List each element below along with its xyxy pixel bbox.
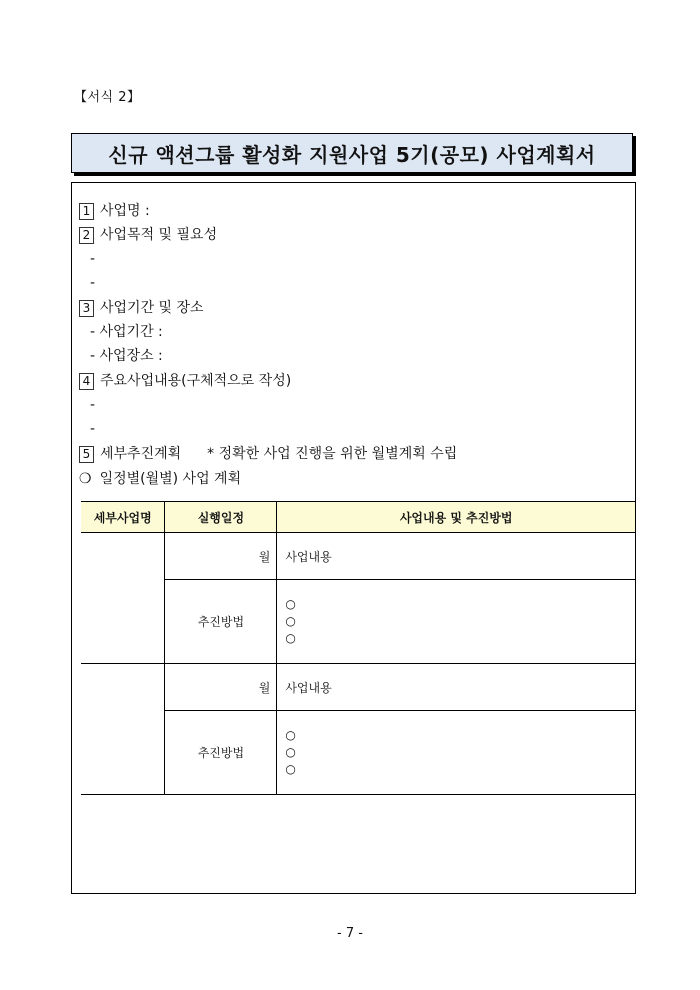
section-4-item: - <box>90 421 96 437</box>
circle-bullet-icon: ○ <box>285 597 296 611</box>
table-header-cell: 세부사업명 <box>81 502 165 533</box>
method-list-cell[interactable] <box>277 580 636 664</box>
table-header-cell: 사업내용 및 추진방법 <box>277 502 636 533</box>
section-number: 5 <box>79 446 94 463</box>
content-cell[interactable]: 사업내용 <box>277 533 636 580</box>
section-4-label: 주요사업내용(구체적으로 작성) <box>100 373 292 389</box>
section-1-label: 사업명 : <box>100 203 150 219</box>
table-row <box>81 580 636 664</box>
section-3 <box>79 299 204 317</box>
table-row <box>81 711 636 795</box>
form-tag: 【서식 2】 <box>74 90 141 105</box>
section-number: 3 <box>79 300 94 317</box>
schedule-heading <box>79 470 241 488</box>
section-3-label: 사업기간 및 장소 <box>100 300 204 316</box>
hollow-circle-bullet-icon: ❍ <box>79 471 92 487</box>
section-1 <box>79 202 150 220</box>
content-cell[interactable]: 사업내용 <box>277 664 636 711</box>
schedule-heading-label: 일정별(월별) 사업 계획 <box>99 471 242 487</box>
page-title: 신규 액션그룹 활성화 지원사업 5기(공모) 사업계획서 <box>108 142 596 167</box>
section-3-item: - 사업장소 : <box>90 348 163 364</box>
table-header-cell: 실행일정 <box>165 502 277 533</box>
detail-project-name-cell[interactable] <box>81 533 165 664</box>
method-label-cell: 추진방법 <box>165 580 277 664</box>
section-3-item: - 사업기간 : <box>90 324 163 340</box>
section-number: 1 <box>79 203 94 220</box>
method-label-cell: 추진방법 <box>165 711 277 795</box>
method-list-cell[interactable] <box>277 711 636 795</box>
section-5-note: * 정확한 사업 진행을 위한 월별계획 수립 <box>207 446 458 462</box>
section-5-label: 세부추진계획 <box>100 446 182 462</box>
detail-project-name-cell[interactable] <box>81 664 165 795</box>
circle-bullet-icon: ○ <box>285 728 296 742</box>
page-number: - 7 - <box>337 926 363 941</box>
circle-bullet-icon: ○ <box>285 614 296 628</box>
section-2-label: 사업목적 및 필요성 <box>100 227 218 243</box>
section-2-item: - <box>90 251 96 267</box>
section-number: 2 <box>79 227 94 244</box>
circle-bullet-icon: ○ <box>285 745 296 759</box>
month-cell[interactable]: 월 <box>165 664 277 711</box>
section-number: 4 <box>79 373 94 390</box>
plan-table <box>81 501 636 795</box>
title-box <box>71 133 633 173</box>
section-2-item: - <box>90 275 96 291</box>
table-header-row <box>81 502 636 533</box>
section-2 <box>79 226 217 244</box>
circle-bullet-icon: ○ <box>285 762 296 776</box>
section-4-item: - <box>90 397 96 413</box>
table-row <box>81 664 636 711</box>
month-cell[interactable]: 월 <box>165 533 277 580</box>
section-5 <box>79 445 457 463</box>
table-row <box>81 533 636 580</box>
section-4 <box>79 372 291 390</box>
circle-bullet-icon: ○ <box>285 631 296 645</box>
